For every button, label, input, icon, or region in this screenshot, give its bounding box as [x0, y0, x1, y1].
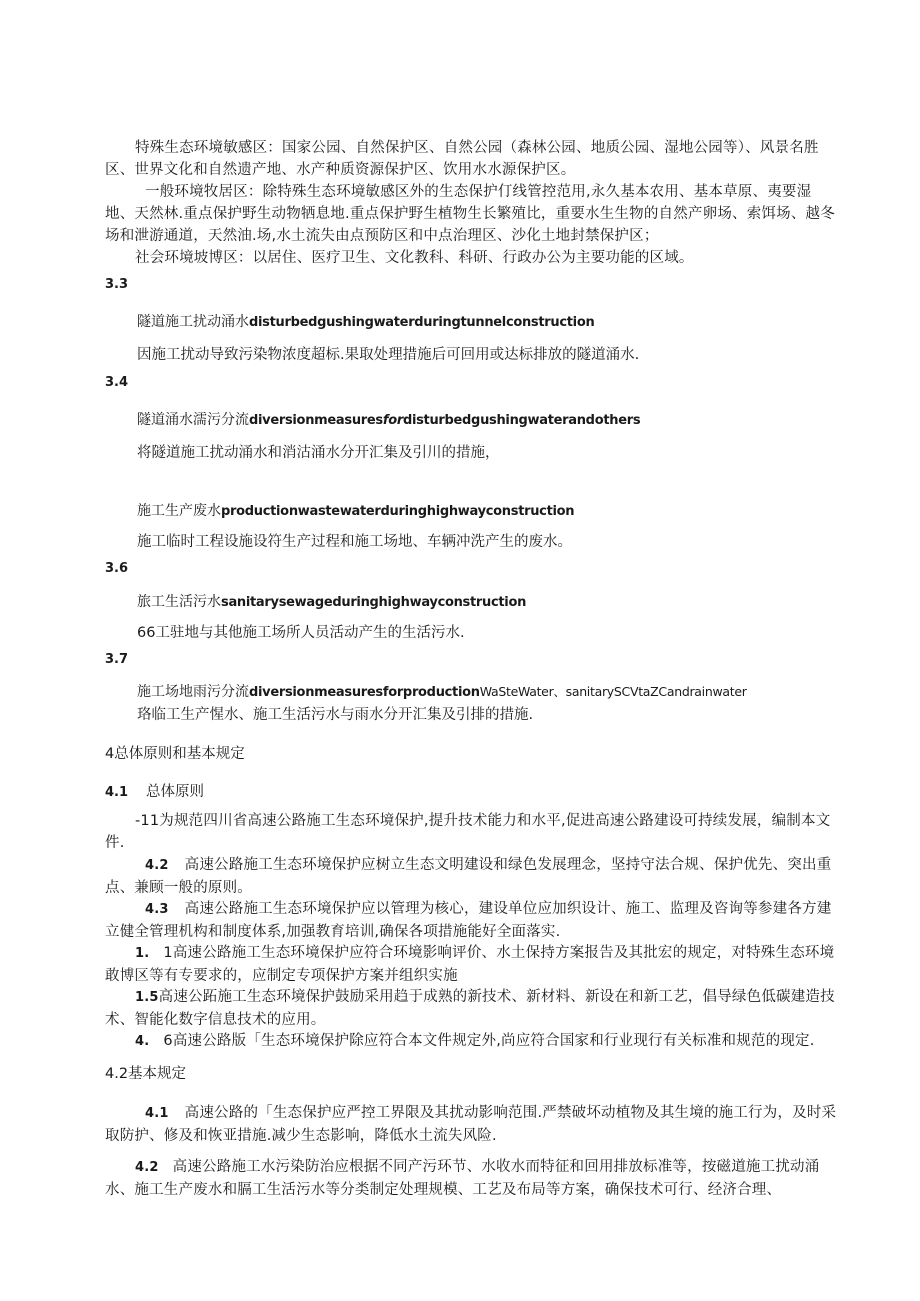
- term-definition: 施工临时工程设施设符生产过程和施工场地、车辆冲洗产生的废水。: [137, 534, 572, 550]
- term-en: diversionmeasuresforproduction: [249, 685, 480, 700]
- clause-text: 高速公路的「生态保护应严控工界限及其扰动影响范围.严禁破坏动植物及其生境的施工行为，及时采取防护、修及和恢亚措施.减少生态影响，降低水土流失风险.: [105, 1105, 837, 1144]
- clause-paragraph: [105, 898, 840, 943]
- section-heading: [105, 780, 204, 801]
- clause-text: 高速公跖施工生态环境保护鼓励采用趋于成熟的新技术、新材料、新设在和新工艺，倡导绿色低碳建造技术、智能化数字信息技术的应用。: [105, 989, 835, 1028]
- paragraph-general-area: 一般环境牧居区：除特殊生态环境敏感区外的生态保护仃线管控范用,永久基本农用、基本草原、夷要湿地、天然林.重点保护野生动物牺息地.重点保护野生植物生长繁殖比，重要水生生物的自然产卵场、索饵场、越冬场和泄游通道，天然油.场,水土流失由点预防区和中点治理区、沙化土地封禁保护区；: [105, 184, 835, 244]
- clause-number: 1.5: [135, 990, 159, 1005]
- term-en: productionwastewaterduringhighwayconstruction: [221, 504, 575, 519]
- clause-number: 4.3: [145, 902, 169, 917]
- term-en: disturbedgushingwaterandothers: [402, 413, 641, 428]
- clause-paragraph: [105, 942, 840, 987]
- section-number: 4.1: [105, 785, 129, 800]
- clause-text: 1高速公路施工生态环境保护应符合环境影响评价、水土保持方案报告及其批宏的规定，对特殊生态环境敢博区等有专要求的，应制定专项保护方案并组织实施: [105, 945, 835, 984]
- term-definition: 因施工扰动导致污染物浓度超标.果取处理措施后可回用或达标排放的隧道涌水.: [137, 347, 640, 363]
- clause-text: 高速公路施工生态环境保护应树立生态文明建设和绿色发展理念，坚持守法合规、保护优先、突出重点、兼顾一般的原则。: [105, 857, 832, 896]
- term-cn: 隧道涌水濡污分流: [137, 412, 249, 428]
- term-cn: 施工生产废水: [137, 503, 221, 519]
- clause-text: 6高速公路版「生态环境保护除应符合本文件规定外,尚应符合国家和行业现行有关标准和规范的现定.: [163, 1033, 815, 1049]
- term-cn: 旅工生活污水: [137, 594, 221, 610]
- section-number: 3.4: [105, 375, 129, 390]
- term-en: disturbedgushingwaterduringtunnelconstruction: [249, 315, 595, 330]
- section-title: 总体原则: [146, 784, 205, 800]
- term-cn: 施工场地雨污分流: [137, 684, 249, 700]
- term-heading: [137, 591, 857, 611]
- clause-paragraph: -11为规范四川省高速公路施工生态环境保护,提升技术能力和水平,促进高速公路建设可持续发展，编制本文件.: [105, 813, 831, 851]
- term-heading: [137, 409, 857, 429]
- clause-text: 高速公路施工水污染防治应根据不同产污环节、水收水而特征和回用排放标准等，按磁道施工扰动涌水、施工生产废水和膈工生活污水等分类制定处理规模、工艺及布局等方案，确保技术可行、经济合理、: [105, 1159, 820, 1198]
- section-number: 3.7: [105, 652, 129, 667]
- section-number: 3.6: [105, 561, 129, 576]
- clause-paragraph: [105, 854, 840, 899]
- paragraph-sensitive-area: 特殊生态环境敏感区：国家公园、自然保护区、自然公园（森林公园、地质公园、湿地公园等）、风景名胜区、世界文化和自然遗产地、水产种质资源保护区、饮用水水源保护区。: [105, 140, 819, 178]
- term-definition: 将隧道施工扰动涌水和消沽涌水分开汇集及引川的措施，: [137, 445, 500, 461]
- clause-number: 1.: [135, 946, 150, 961]
- term-en-italic: for: [382, 413, 403, 428]
- term-heading: [137, 681, 857, 701]
- term-en: sanitarysewageduringhighwayconstruction: [221, 595, 527, 610]
- clause-number: 4.2: [145, 858, 169, 873]
- clause-paragraph: [105, 986, 840, 1031]
- section-number: 3.3: [105, 277, 129, 292]
- term-definition: 66工驻地与其他施工场所人员活动产生的生活污水.: [137, 625, 465, 641]
- term-heading: [137, 311, 857, 331]
- term-definition: 珞临工生产惺水、施工生活污水与雨水分开汇集及引排的措施.: [137, 707, 534, 723]
- chapter-heading: 4总体原则和基本规定: [105, 746, 245, 762]
- term-en: diversionmeasures: [249, 413, 383, 428]
- clause-paragraph: [105, 1156, 840, 1201]
- clause-text: 高速公路施工生态环境保护应以管理为核心，建设单位应加织设计、施工、监理及咨询等参建各方建立健全管理机构和制度体系,加强教育培训,确保各项措施能好全面落实.: [105, 901, 832, 940]
- term-en: WaSteWater、sanitarySCVtaZCandrainwater: [479, 684, 747, 699]
- clause-number: 4.: [135, 1034, 150, 1049]
- clause-number: 4.2: [135, 1160, 159, 1175]
- clause-paragraph: [105, 1030, 840, 1053]
- clause-number: 4.1: [145, 1106, 169, 1121]
- term-heading: [137, 500, 857, 520]
- term-cn: 隧道施工扰动涌水: [137, 314, 249, 330]
- section-heading: 4.2基本规定: [105, 1066, 187, 1082]
- clause-paragraph: [105, 1102, 840, 1147]
- paragraph-social-area: 社会环境坡博区：以居住、医疗卫生、文化教科、科研、行政办公为主要功能的区域。: [135, 250, 694, 266]
